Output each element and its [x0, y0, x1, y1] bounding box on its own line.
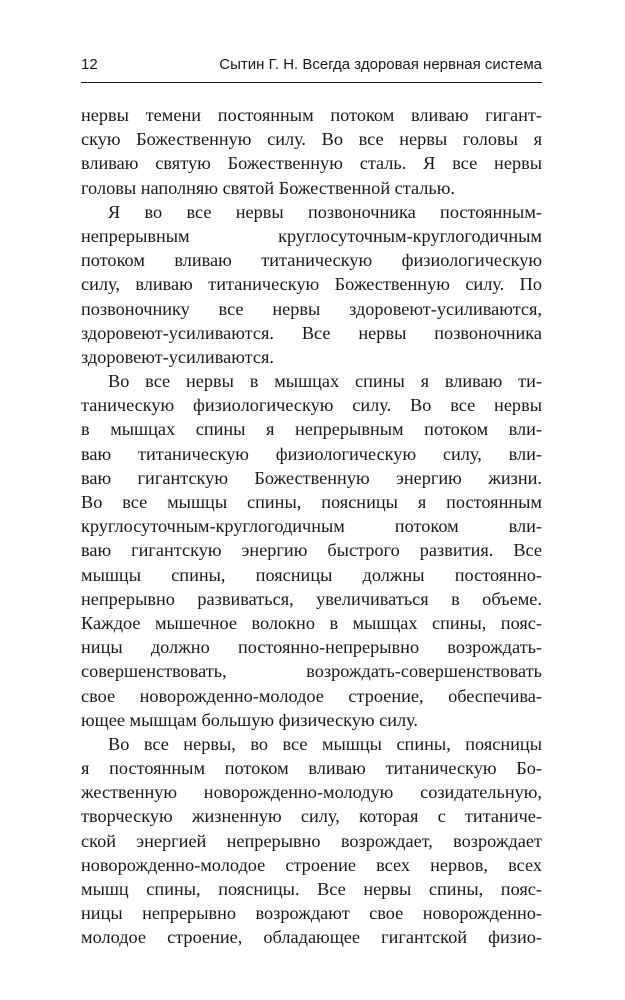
text-line: скую Божественную силу. Во все нервы головы я — [81, 129, 542, 150]
text-line: Во все нервы в мышцах спины я вливаю ти- — [108, 371, 542, 392]
paragraph — [81, 369, 542, 732]
text-line: круглосуточным-круглогодичным потоком вли- — [81, 516, 542, 537]
text-line: потоком вливаю титаническую физиологическую — [81, 250, 542, 271]
text-line: мышц спины, поясницы. Все нервы спины, пояс- — [81, 879, 542, 899]
header-rule — [81, 82, 542, 83]
text-line: ющее мышцам большую физическую силу. — [81, 709, 419, 730]
text-line: свое новорожденно-молодое строение, обеспечива- — [81, 685, 542, 706]
text-line: ницы должно постоянно-непрерывно возрождать- — [81, 637, 542, 658]
text-line: здоровеют-усиливаются. Все нервы позвоночника — [81, 322, 542, 343]
text-line: жественную новорожденно-молодую созидательную, — [81, 782, 542, 803]
text-line: нервы темени постоянным потоком вливаю гигант- — [81, 105, 542, 125]
page-number: 12 — [81, 56, 98, 73]
text-line: силу, вливаю титаническую Божественную силу. По — [81, 274, 542, 295]
text-line: в мышцах спины я непрерывным потоком вли- — [81, 419, 542, 440]
text-line: непрерывно развиваться, увеличиваться в объеме. — [81, 588, 542, 609]
paragraph — [81, 200, 542, 369]
text-line: совершенствовать, возрождать-совершенствовать — [81, 661, 542, 682]
text-line: новорожденно-молодое строение всех нервов, всех — [81, 854, 542, 875]
text-line: Я во все нервы позвоночника постоянным- — [108, 201, 542, 222]
text-line: ваю титаническую физиологическую силу, вли- — [81, 443, 542, 464]
text-line: Каждое мышечное волокно в мышцах спины, пояс- — [81, 612, 542, 633]
text-line: творческую жизненную силу, которая с титаниче- — [81, 806, 542, 827]
text-line: непрерывным круглосуточным-круглогодичным — [81, 225, 542, 246]
text-line: молодое строение, обладающее гигантской физио- — [81, 927, 542, 948]
text-line: головы наполняю святой Божественной сталью. — [81, 177, 455, 198]
text-line: мышцы спины, поясницы должны постоянно- — [81, 564, 542, 585]
text-line: ваю гигантскую Божественную энергию жизни. — [81, 467, 542, 488]
text-line: позвоночнику все нервы здоровеют-усиливаются, — [81, 298, 542, 319]
text-line: здоровеют-усиливаются. — [81, 346, 274, 367]
text-line: я постоянным потоком вливаю титаническую Бо- — [81, 758, 542, 779]
text-line: Во все нервы, во все мышцы спины, поясницы — [108, 733, 542, 754]
text-line: вливаю святую Божественную сталь. Я все нервы — [81, 153, 542, 174]
text-line: ской энергией непрерывно возрождает, возрождает — [81, 830, 542, 851]
paragraph — [81, 103, 542, 200]
text-line: ницы непрерывно возрождают свое новорожденно- — [81, 903, 542, 924]
paragraph — [81, 732, 542, 950]
running-header — [81, 56, 542, 78]
text-line: ваю гигантскую энергию быстрого развития. Все — [81, 540, 542, 561]
body-text — [81, 103, 542, 950]
running-title: Сытин Г. Н. Всегда здоровая нервная система — [219, 56, 542, 73]
text-line: Во все мышцы спины, поясницы я постоянным — [81, 492, 542, 512]
text-line: таническую физиологическую силу. Во все нервы — [81, 395, 542, 416]
